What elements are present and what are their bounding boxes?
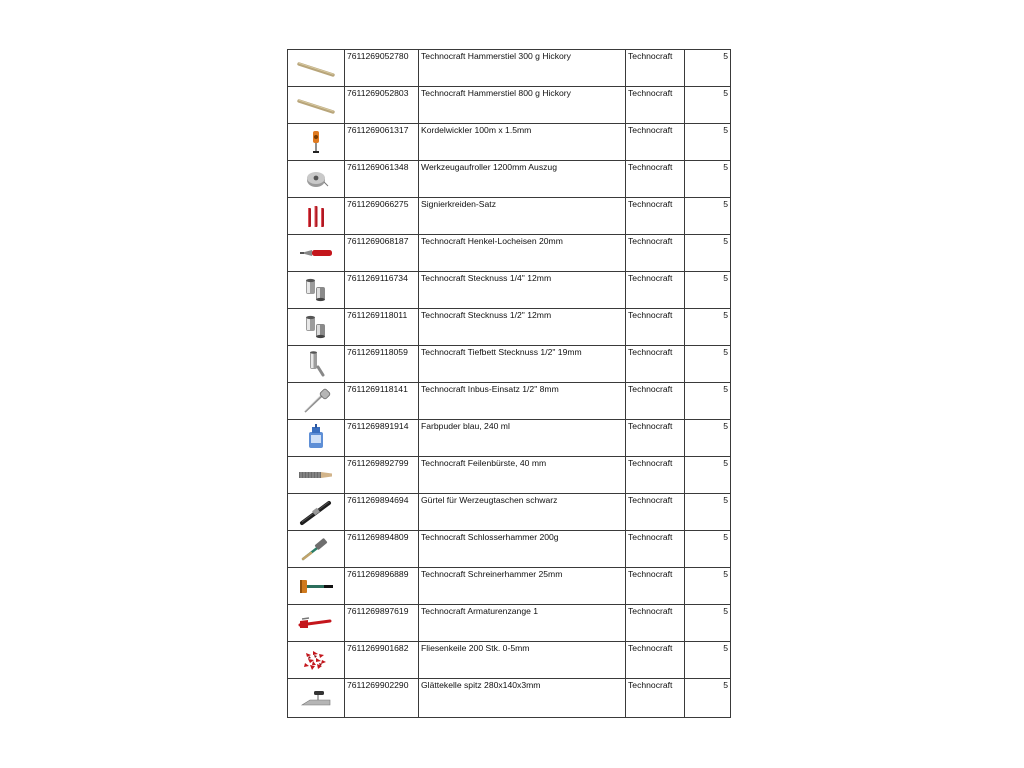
table-row xyxy=(288,679,731,718)
brand-cell: Technocraft xyxy=(626,309,685,346)
ean-cell: 7611269897619 xyxy=(345,605,419,642)
quantity-cell: 5 xyxy=(685,50,731,87)
product-name-cell: Kordelwickler 100m x 1.5mm xyxy=(419,124,626,161)
quantity-cell: 5 xyxy=(685,383,731,420)
brand-cell: Technocraft xyxy=(626,50,685,87)
table-row xyxy=(288,568,731,605)
product-table-body xyxy=(288,50,731,718)
trowel-icon xyxy=(296,683,336,713)
quantity-cell: 5 xyxy=(685,568,731,605)
ean-cell: 7611269892799 xyxy=(345,457,419,494)
table-row xyxy=(288,87,731,124)
brand-cell: Technocraft xyxy=(626,124,685,161)
table-row xyxy=(288,161,731,198)
ean-cell: 7611269061317 xyxy=(345,124,419,161)
product-image-cell xyxy=(288,161,345,198)
product-image-cell xyxy=(288,568,345,605)
product-name-cell: Technocraft Hammerstiel 300 g Hickory xyxy=(419,50,626,87)
table-row xyxy=(288,272,731,309)
ean-cell: 7611269896889 xyxy=(345,568,419,605)
carpenter-hammer-icon xyxy=(296,571,336,601)
product-name-cell: Technocraft Tiefbett Stecknuss 1/2" 19mm xyxy=(419,346,626,383)
brand-cell: Technocraft xyxy=(626,383,685,420)
wooden-handle-icon xyxy=(296,53,336,83)
table-row xyxy=(288,457,731,494)
quantity-cell: 5 xyxy=(685,531,731,568)
table-row xyxy=(288,235,731,272)
quantity-cell: 5 xyxy=(685,124,731,161)
product-name-cell: Glättekelle spitz 280x140x3mm xyxy=(419,679,626,718)
ean-cell: 7611269894809 xyxy=(345,531,419,568)
ean-cell: 7611269068187 xyxy=(345,235,419,272)
wooden-handle-icon xyxy=(296,90,336,120)
product-name-cell: Technocraft Feilenbürste, 40 mm xyxy=(419,457,626,494)
quantity-cell: 5 xyxy=(685,679,731,718)
product-image-cell xyxy=(288,457,345,494)
product-name-cell: Technocraft Hammerstiel 800 g Hickory xyxy=(419,87,626,124)
tool-retractor-icon xyxy=(296,164,336,194)
brand-cell: Technocraft xyxy=(626,568,685,605)
chalk-line-reel-icon xyxy=(296,127,336,157)
product-name-cell: Farbpuder blau, 240 ml xyxy=(419,420,626,457)
brand-cell: Technocraft xyxy=(626,235,685,272)
product-name-cell: Gürtel für Werzeugtaschen schwarz xyxy=(419,494,626,531)
ean-cell: 7611269116734 xyxy=(345,272,419,309)
table-row xyxy=(288,383,731,420)
product-image-cell xyxy=(288,309,345,346)
brand-cell: Technocraft xyxy=(626,87,685,124)
marking-crayons-icon xyxy=(296,201,336,231)
quantity-cell: 5 xyxy=(685,605,731,642)
file-brush-icon xyxy=(296,460,336,490)
socket-pair-icon xyxy=(296,275,336,305)
product-image-cell xyxy=(288,679,345,718)
quantity-cell: 5 xyxy=(685,346,731,383)
powder-bottle-icon xyxy=(296,423,336,453)
product-name-cell: Technocraft Schlosserhammer 200g xyxy=(419,531,626,568)
ean-cell: 7611269894694 xyxy=(345,494,419,531)
quantity-cell: 5 xyxy=(685,272,731,309)
ean-cell: 7611269891914 xyxy=(345,420,419,457)
brand-cell: Technocraft xyxy=(626,642,685,679)
product-image-cell xyxy=(288,605,345,642)
brand-cell: Technocraft xyxy=(626,679,685,718)
brand-cell: Technocraft xyxy=(626,494,685,531)
product-image-cell xyxy=(288,272,345,309)
ean-cell: 7611269061348 xyxy=(345,161,419,198)
product-name-cell: Technocraft Stecknuss 1/2" 12mm xyxy=(419,309,626,346)
ean-cell: 7611269052803 xyxy=(345,87,419,124)
brand-cell: Technocraft xyxy=(626,531,685,568)
table-row xyxy=(288,50,731,87)
ean-cell: 7611269902290 xyxy=(345,679,419,718)
quantity-cell: 5 xyxy=(685,198,731,235)
product-image-cell xyxy=(288,531,345,568)
quantity-cell: 5 xyxy=(685,161,731,198)
table-row xyxy=(288,309,731,346)
ean-cell: 7611269118011 xyxy=(345,309,419,346)
quantity-cell: 5 xyxy=(685,87,731,124)
product-image-cell xyxy=(288,124,345,161)
quantity-cell: 5 xyxy=(685,235,731,272)
quantity-cell: 5 xyxy=(685,420,731,457)
pipe-wrench-icon xyxy=(296,608,336,638)
brand-cell: Technocraft xyxy=(626,605,685,642)
machinist-hammer-icon xyxy=(296,534,336,564)
brand-cell: Technocraft xyxy=(626,457,685,494)
product-name-cell: Technocraft Armaturenzange 1 xyxy=(419,605,626,642)
product-image-cell xyxy=(288,198,345,235)
brand-cell: Technocraft xyxy=(626,198,685,235)
product-name-cell: Technocraft Stecknuss 1/4" 12mm xyxy=(419,272,626,309)
socket-pair-icon xyxy=(296,312,336,342)
brand-cell: Technocraft xyxy=(626,346,685,383)
hole-punch-icon xyxy=(296,238,336,268)
product-name-cell: Technocraft Inbus-Einsatz 1/2" 8mm xyxy=(419,383,626,420)
brand-cell: Technocraft xyxy=(626,420,685,457)
product-image-cell xyxy=(288,383,345,420)
table-row xyxy=(288,420,731,457)
product-name-cell: Technocraft Schreinerhammer 25mm xyxy=(419,568,626,605)
quantity-cell: 5 xyxy=(685,457,731,494)
product-image-cell xyxy=(288,235,345,272)
product-name-cell: Technocraft Henkel-Locheisen 20mm xyxy=(419,235,626,272)
tool-belt-icon xyxy=(296,497,336,527)
product-image-cell xyxy=(288,494,345,531)
ean-cell: 7611269118141 xyxy=(345,383,419,420)
ean-cell: 7611269066275 xyxy=(345,198,419,235)
table-row xyxy=(288,531,731,568)
quantity-cell: 5 xyxy=(685,642,731,679)
product-image-cell xyxy=(288,346,345,383)
table-row xyxy=(288,346,731,383)
table-row xyxy=(288,124,731,161)
product-name-cell: Werkzeugaufroller 1200mm Auszug xyxy=(419,161,626,198)
brand-cell: Technocraft xyxy=(626,272,685,309)
product-image-cell xyxy=(288,87,345,124)
quantity-cell: 5 xyxy=(685,494,731,531)
product-name-cell: Signierkreiden-Satz xyxy=(419,198,626,235)
product-image-cell xyxy=(288,642,345,679)
table-row xyxy=(288,198,731,235)
tile-wedges-icon xyxy=(296,645,336,675)
ean-cell: 7611269052780 xyxy=(345,50,419,87)
deep-socket-icon xyxy=(296,349,336,379)
product-name-cell: Fliesenkeile 200 Stk. 0-5mm xyxy=(419,642,626,679)
table-row xyxy=(288,642,731,679)
hex-bit-socket-icon xyxy=(296,386,336,416)
table-row xyxy=(288,494,731,531)
table-row xyxy=(288,605,731,642)
quantity-cell: 5 xyxy=(685,309,731,346)
product-table xyxy=(287,49,731,718)
product-image-cell xyxy=(288,420,345,457)
ean-cell: 7611269901682 xyxy=(345,642,419,679)
ean-cell: 7611269118059 xyxy=(345,346,419,383)
brand-cell: Technocraft xyxy=(626,161,685,198)
product-image-cell xyxy=(288,50,345,87)
